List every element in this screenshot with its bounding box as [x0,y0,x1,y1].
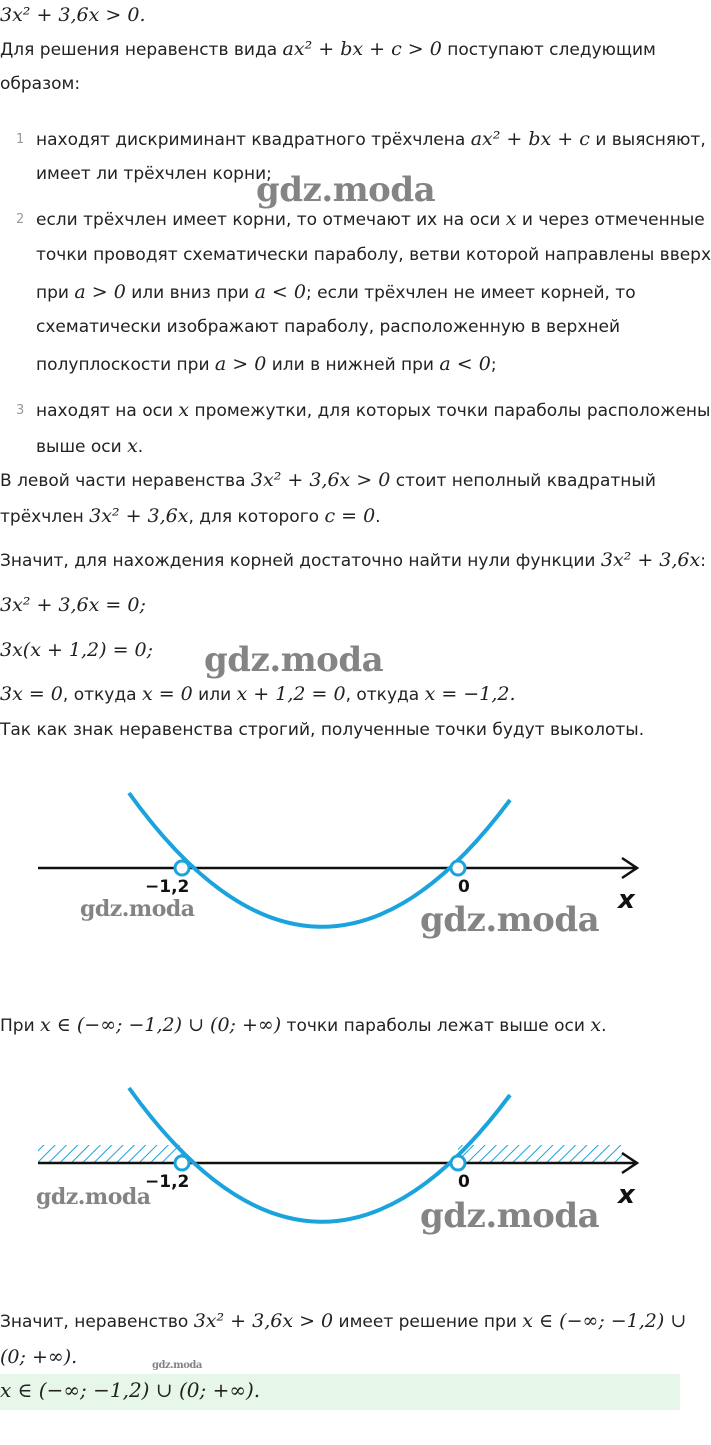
para-1-line-1 [0,469,656,491]
step-1-text: находят дискриминант квадратного трёхчлена [36,130,466,150]
step-2-l5m1: a > 0 [214,353,267,375]
watermark: gdz.moda [420,900,600,940]
eq3a: , откуда [62,685,137,705]
step-3-l2m: x [127,435,138,457]
p5m2: x [590,1014,602,1036]
step-2-text-b: и через отмеченные [521,210,705,230]
intro-rest: поступают следующим [447,40,656,60]
eq2-math: 3x(x + 1,2) = 0; [0,639,154,661]
p5m: x ∈ (−∞; −1,2) ∪ (0; +∞) [40,1014,282,1036]
step-2-l3m2: a < 0 [254,281,306,303]
p1b: стоит неполный квадратный [395,471,656,491]
step-1-number: 1 [16,132,25,147]
p3m: 3x² + 3,6x [600,549,701,571]
step-3-l1b: промежутки, для которых точки параболы расположены [194,401,711,421]
root-point-left [175,1156,189,1170]
step-3-number: 3 [16,403,25,418]
root-point-right [451,861,465,875]
p1a: В левой части неравенства [0,471,246,491]
root-label-left: −1,2 [145,1172,190,1192]
step-3-line-1 [36,399,710,421]
hatch-region-right [458,1145,624,1163]
eq3b: или [198,685,232,705]
step-2-text: если трёхчлен имеет корни, то отмечают их на оси [36,210,501,230]
p2m2: c = 0 [324,505,376,527]
watermark: gdz.moda [204,640,384,680]
para-3: Так как знак неравенства строгий, полученные точки будут выколоты. [0,720,645,740]
step-2-line-3 [36,281,636,303]
step-2-number: 2 [16,212,25,227]
step-3-line-2 [36,435,143,457]
step-1-line-1 [36,128,706,150]
p6b: имеет решение при [338,1312,517,1332]
p6m: 3x² + 3,6x > 0 [193,1310,334,1332]
p3a: Значит, для нахождения корней достаточно найти нули функции [0,551,596,571]
step-2-l3b: или вниз при [131,283,250,303]
step-1-math: ax² + bx + c [470,128,590,150]
step-2-l3c: ; если трёхчлен не имеет корней, то [305,283,636,303]
hatch-region-left [38,1145,182,1163]
watermark: gdz.moda [420,1196,600,1236]
para-1-line-2 [0,505,381,527]
p5a: При [0,1016,35,1036]
watermark: gdz.moda [80,896,195,922]
step-2-math: x [505,208,517,230]
step-3-l2a: выше оси [36,437,122,457]
intro-line-2 [0,74,80,94]
p2m: 3x² + 3,6x [89,505,189,527]
watermark: gdz.moda [36,1184,151,1210]
intro-line [0,38,656,60]
eq3c: , откуда [345,685,420,705]
p3b: : [700,551,706,571]
step-2-l5b: или в нижней при [271,355,434,375]
intro-line2-text: образом: [0,74,81,94]
step-2-l5m2: a < 0 [439,353,491,375]
p1m: 3x² + 3,6x > 0 [250,469,391,491]
step-2-line-5 [36,353,497,375]
equation-3 [0,683,515,705]
p5b: точки параболы лежат выше оси [286,1016,585,1036]
watermark: gdz.moda [152,1360,202,1371]
p2c: . [375,507,381,527]
step-2-line-4: схематически изображают параболу, расположенную в верхней [36,317,621,337]
step-2-l3a: при [36,283,69,303]
eq3m3: x + 1,2 = 0 [236,683,346,705]
root-label-right: 0 [458,1172,470,1192]
p2b: , для которого [188,507,320,527]
para-5-line-2 [0,1346,77,1368]
root-label-left: −1,2 [145,877,190,897]
step-2-l5c: ; [490,355,497,375]
p2a: трёхчлен [0,507,84,527]
step-3-l1m: x [178,399,190,421]
answer-math: x ∈ (−∞; −1,2) ∪ (0; +∞). [0,1378,261,1402]
eq3m4: x = −1,2. [424,683,516,705]
eq3m2: x = 0 [141,683,193,705]
para-4 [0,1014,606,1036]
root-label-right: 0 [458,877,470,897]
p6m2: x ∈ (−∞; −1,2) ∪ [522,1310,687,1332]
intro-text: Для решения неравенств вида [0,40,278,60]
axis-label-x: x [618,885,635,915]
p5c: . [601,1016,607,1036]
intro-math: ax² + bx + c > 0 [282,38,442,60]
step-2-line-2: точки проводят схематически параболу, ветви которой направлены вверх [36,245,711,265]
eq3m1: 3x = 0 [0,683,63,705]
eq1-math: 3x² + 3,6x = 0; [0,594,146,616]
root-point-left [175,861,189,875]
para-2 [0,549,706,571]
top-expression [0,4,145,26]
axis-label-x: x [618,1180,635,1210]
step-1-text-b: и выясняют, [595,130,706,150]
step-1-line-2: имеет ли трёхчлен корни; [36,164,272,184]
p6a: Значит, неравенство [0,1312,189,1332]
para-5-line-1 [0,1310,686,1332]
step-2-line-1 [36,208,705,230]
answer-line [0,1378,260,1402]
step-3-l2b: . [137,437,144,457]
step-2-l5a: полуплоскости при [36,355,210,375]
equation-1 [0,594,146,616]
equation-2 [0,639,153,661]
math-top: 3x² + 3,6x > 0. [0,4,146,26]
step-2-l3m1: a > 0 [74,281,126,303]
step-3-l1a: находят на оси [36,401,174,421]
root-point-right [451,1156,465,1170]
watermark: gdz.moda [256,170,436,210]
p7m: (0; +∞). [0,1346,78,1368]
